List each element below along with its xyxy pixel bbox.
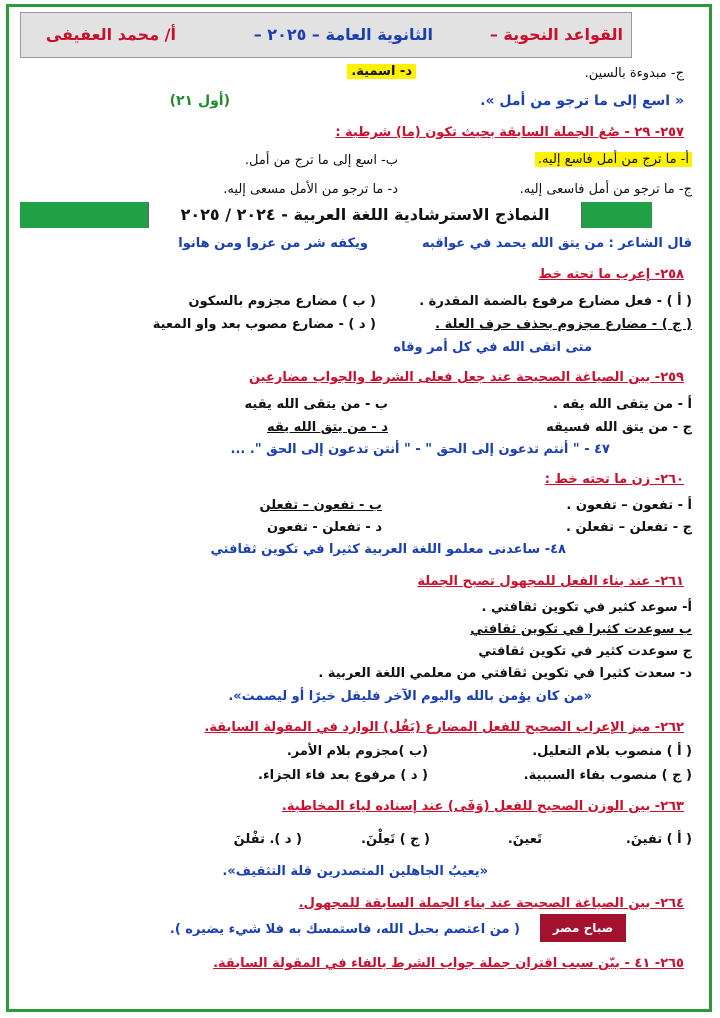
q260-choice-c: ج - تفعلن – تفعلن . <box>566 520 692 535</box>
q259-choice-b: ب - من يتقى الله يقيه <box>244 397 388 412</box>
q257-source: (أول ٢١) <box>169 93 230 109</box>
q262-title: ٢٦٢- ميز الإعراب الصحيح للفعل المضارع (يَقُل) الوارد في المقولة السابقة. <box>204 720 684 735</box>
q261-choice-a: أ- سوعد كثير في تكوين ثقافتي . <box>481 600 692 615</box>
q262-choice-b: (ب )مجزوم بلام الأمر. <box>286 744 428 759</box>
q257-choice-b: ب- اسع إلى ما ترج من أمل. <box>244 153 398 168</box>
q265-title: ٢٦٥- ٤١ - بيّن سبب اقتران جملة جواب الشرط بالفاء في المقولة السابقة. <box>213 956 684 971</box>
q264-title: ٢٦٤- بين الصياغة الصحيحة عند بناء الجملة السابقة للمجهول. <box>298 896 684 911</box>
banner-title: النماذج الاسترشادية اللغة العربية - ٢٠٢٤ / ٢٠٢٥ <box>148 202 582 228</box>
q259-choice-d: د - من يتق الله يقه <box>267 420 388 435</box>
q260-sentence: ٤٨- ساعدنى معلمو اللغة العربية كثيرا في تكوين ثقافتي <box>210 542 566 557</box>
q259-sentence: ٤٧ - " أنتم تدعون إلى الحق " - " أنتن تدعون إلى الحق ". ... <box>230 442 610 457</box>
q263-choice-d: ( د ). تفْلنَ <box>233 832 302 847</box>
poem-part-2: ويكفه شر من عزوا ومن هانوا <box>178 236 368 251</box>
q258-choice-a: ( أ ) - فعل مضارع مرفوع بالضمة المقدرة . <box>419 294 692 309</box>
q261-title: ٢٦١- عند بناء الفعل للمجهول تصبح الجملة <box>417 574 684 589</box>
q259-choice-c: ج - من يتق الله فسيقه <box>546 420 692 435</box>
q257-title: ٢٥٧- ٢٩ - صُغ الجملة السابقة بحيث تكون (ما) شرطية : <box>335 125 684 140</box>
watermark-text: صباح مصر <box>552 921 614 935</box>
q263-choice-b: تَعينَ. <box>507 832 542 847</box>
q261-choice-b: ب سوعدت كثيرا في تكوين ثقافتي <box>470 622 692 637</box>
q262-choice-d: ( د ) مرفوع بعد فاء الجزاء. <box>258 768 428 783</box>
q262-choice-a: ( أ ) منصوب بلام التعليل. <box>532 744 692 759</box>
q261-choice-d: د- سعدت كثيرا في تكوين ثقافتي من معلمي اللغة العربية . <box>318 666 692 681</box>
header-level: الثانوية العامة – ٢٠٢٥ – <box>253 25 433 44</box>
poem-part-1: قال الشاعر : من يتق الله يحمد في عواقبه <box>421 236 692 251</box>
q259-title: ٢٥٩- بين الصياغة الصحيحة عند جعل فعلى الشرط والجواب مضارعين <box>248 370 684 385</box>
q263-title: ٢٦٣- بين الوزن الصحيح للفعل (وَفَى) عند إسناده لياء المخاطبة. <box>281 799 684 814</box>
prev-choice-d: د- اسمية. <box>347 64 416 79</box>
header-teacher: أ/ محمد العفيفى <box>45 25 176 44</box>
q262-choice-c: ( ج ) منصوب بفاء السببية. <box>523 768 692 783</box>
q257-quote: « اسع إلى ما ترجو من أمل ». <box>480 93 684 109</box>
q263-choice-c: ( ج ) تَعِلْنَ. <box>361 832 430 847</box>
q257-choice-c: ج- ما ترجو من أمل فاسعى إليه. <box>519 182 692 197</box>
q258-choice-b: ( ب ) مضارع مجزوم بالسكون <box>188 294 376 309</box>
section-banner <box>20 202 652 228</box>
q257-choice-a: أ- ما ترج من أمل فاسع إليه. <box>535 152 692 167</box>
q263-choice-a: ( أ ) تفينَ. <box>625 832 692 847</box>
q264-sentence: ( من اعتصم بحبل الله، فاستمسك به فلا شيء يضيره ). <box>169 922 520 937</box>
q258-choice-d: ( د ) - مضارع مصوب بعد واو المعية <box>152 317 376 332</box>
site-watermark <box>540 914 626 942</box>
prev-choice-c: ج- مبدوءة بالسين. <box>584 66 684 81</box>
q260-choice-b: ب - تفعون – تفعلن <box>259 498 382 513</box>
q261-choice-c: ج سوعدت كثير في تكوين ثقافتي <box>478 644 692 659</box>
q258-sentence: متى اتقى الله في كل أمر وقاه <box>393 340 592 355</box>
q258-title: ٢٥٨- إعرب ما تحته خط <box>538 267 684 282</box>
q260-title: ٢٦٠- زن ما تحته خط : <box>544 472 684 487</box>
q259-choice-a: أ - من يتقى الله يقه . <box>552 397 692 412</box>
q260-choice-d: د - تفعلن - تفعون <box>267 520 382 535</box>
page-header <box>20 12 632 58</box>
q263-quote: «يعيبُ الجاهلين المتصدرين قلة التثقيف». <box>222 864 488 879</box>
q261-hadith: «من كان يؤمن بالله واليوم الآخر فليقل خيرًا أو ليصمت». <box>228 689 592 704</box>
q258-choice-c: ( ج ) - مضارع مجزوم بحذف حرف العلة . <box>435 317 692 332</box>
q260-choice-a: أ - تفعون – تفعون . <box>566 498 692 513</box>
q257-choice-d: د- ما ترجو من الأمل مسعى إليه. <box>223 182 398 197</box>
header-subject: القواعد النحوية – <box>489 25 623 44</box>
